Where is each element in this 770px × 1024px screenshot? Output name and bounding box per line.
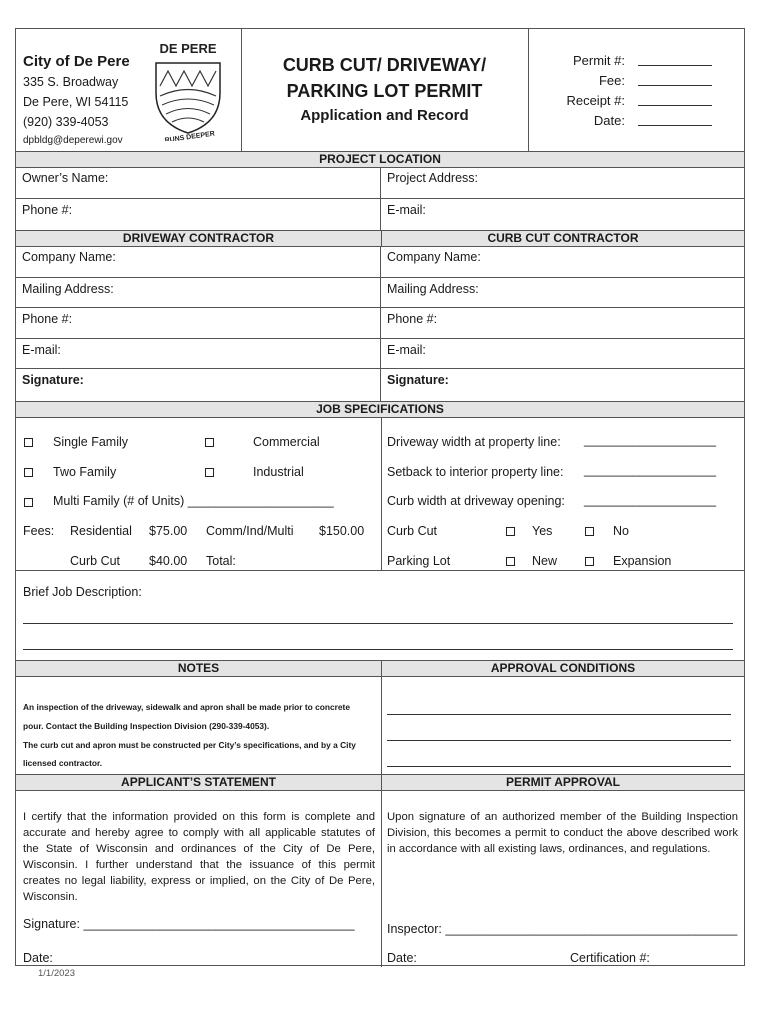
job-specifications-header: JOB SPECIFICATIONS	[16, 401, 744, 418]
notes-line-3: The curb cut and apron must be constructed per City’s specifications, and by a City	[23, 740, 356, 750]
parking-lot-new-label: New	[532, 554, 558, 568]
permit-approval-text: Upon signature of an authorized member of the Building Inspection Division, this becomes a permit to conduct the above described work in accordance with all existing laws, ordinances, and regulations.	[387, 811, 738, 855]
contractor-row-email	[16, 339, 744, 369]
job-spec-bottom-rule	[16, 570, 744, 571]
contractor-row-signature	[16, 369, 744, 401]
street-address: 335 S. Broadway	[23, 75, 119, 89]
project-row-2	[16, 199, 744, 230]
industrial-label: Industrial	[253, 465, 304, 479]
curb-cut-fee-amount: $40.00	[149, 554, 188, 568]
curb-cut-yes-checkbox[interactable]	[506, 527, 515, 536]
notes-line-4: licensed contractor.	[23, 758, 103, 768]
curb-cut-no-label: No	[613, 524, 629, 538]
project-row-1	[16, 168, 744, 199]
comm-ind-multi-label: Comm/Ind/Multi	[206, 524, 294, 538]
applicant-date-field[interactable]: Date:	[23, 951, 53, 965]
driveway-email-field[interactable]: E-mail:	[16, 339, 381, 368]
parking-lot-expansion-checkbox[interactable]	[585, 557, 594, 566]
driveway-width-input[interactable]: ___________________	[584, 433, 717, 447]
de-pere-logo	[148, 41, 228, 141]
notes-line-1: An inspection of the driveway, sidewalk and apron shall be made prior to concrete	[23, 702, 351, 712]
curb-email-field[interactable]: E-mail:	[387, 343, 426, 357]
two-family-checkbox[interactable]	[24, 468, 33, 477]
curb-cut-question: Curb Cut	[387, 524, 438, 538]
form-subtitle: Application and Record	[300, 107, 469, 124]
form-title-block	[241, 29, 529, 151]
permit-date-label: Date:	[593, 113, 625, 128]
total-fee-label[interactable]: Total:	[206, 554, 236, 568]
description-line-2[interactable]	[23, 649, 733, 650]
multi-family-checkbox[interactable]	[24, 498, 33, 507]
owner-phone-field[interactable]: Phone #:	[16, 199, 381, 230]
fee-label: Fee:	[598, 73, 625, 88]
driveway-company-field[interactable]: Company Name:	[16, 247, 381, 277]
contractor-row-mailing	[16, 278, 744, 308]
description-line-1[interactable]	[23, 623, 733, 624]
notes-line-2: pour. Contact the Building Inspection Division (290-339-4053).	[23, 721, 270, 731]
commercial-checkbox[interactable]	[205, 438, 214, 447]
applicant-statement-text: I certify that the information provided on this form is complete and accurate and hereby agree to comply with all applicable statutes of the State of Wisconsin and ordinances of the City of De Pere, Wisconsin. I further understand that the issuance of this permit creates no legal liability, express or implied, on the City of De Pere, Wisconsin.	[23, 811, 375, 903]
residential-fee-amount: $75.00	[149, 524, 188, 538]
curb-cut-no-checkbox[interactable]	[585, 527, 594, 536]
approval-condition-line-1[interactable]	[387, 714, 731, 715]
job-spec-divider	[381, 418, 382, 570]
receipt-number-field[interactable]	[528, 93, 738, 111]
permit-approval-header: PERMIT APPROVAL	[382, 774, 744, 791]
city-email: dpbldg@deperewi.gov	[23, 135, 123, 146]
approval-date-field[interactable]: Date:	[387, 951, 417, 965]
fee-field[interactable]	[528, 73, 738, 91]
statement-divider	[381, 791, 382, 967]
form-title-line2: PARKING LOT PERMIT	[286, 81, 483, 101]
curb-mailing-field[interactable]: Mailing Address:	[387, 282, 479, 296]
driveway-width-label: Driveway width at property line:	[387, 435, 561, 449]
curb-cut-yes-label: Yes	[532, 524, 553, 538]
permit-number-label: Permit #:	[572, 53, 625, 68]
driveway-contractor-header: DRIVEWAY CONTRACTOR	[16, 230, 382, 247]
city-name: City of De Pere	[23, 53, 130, 70]
contractor-row-phone	[16, 308, 744, 339]
approval-conditions-header: APPROVAL CONDITIONS	[382, 660, 744, 677]
multi-family-label[interactable]: Multi Family (# of Units) _____________________	[53, 494, 334, 508]
curb-company-field[interactable]: Company Name:	[387, 250, 481, 264]
permit-form	[15, 28, 745, 966]
approval-condition-line-2[interactable]	[387, 740, 731, 741]
form-header	[16, 29, 744, 152]
comm-fee-amount: $150.00	[319, 524, 365, 538]
city-phone: (920) 339-4053	[23, 115, 109, 129]
parking-lot-new-checkbox[interactable]	[506, 557, 515, 566]
residential-fee-label: Residential	[70, 524, 132, 538]
city-state-zip: De Pere, WI 54115	[23, 95, 129, 109]
applicant-signature-field[interactable]: Signature: _______________________________________	[23, 917, 355, 931]
project-address-field[interactable]: Project Address:	[387, 171, 479, 185]
curb-signature-field[interactable]: Signature:	[387, 373, 449, 387]
parking-lot-expansion-label: Expansion	[613, 554, 672, 568]
owner-name-field[interactable]: Owner’s Name:	[16, 168, 381, 198]
permit-number-field[interactable]	[528, 53, 738, 71]
two-family-label: Two Family	[53, 465, 117, 479]
inspector-signature-field[interactable]: Inspector: __________________________________________	[387, 922, 738, 936]
driveway-mailing-field[interactable]: Mailing Address:	[16, 278, 381, 307]
industrial-checkbox[interactable]	[205, 468, 214, 477]
fees-label: Fees:	[23, 524, 55, 538]
permit-date-field[interactable]	[528, 113, 738, 131]
project-location-header: PROJECT LOCATION	[16, 151, 744, 168]
svg-text:RUNS DEEPER: RUNS DEEPER	[164, 130, 216, 141]
driveway-signature-field[interactable]: Signature:	[16, 369, 381, 401]
curb-cut-fee-label: Curb Cut	[70, 554, 121, 568]
contractor-row-company	[16, 247, 744, 278]
commercial-label: Commercial	[253, 435, 320, 449]
notes-header: NOTES	[16, 660, 382, 677]
revision-date: 1/1/2023	[38, 968, 75, 979]
curb-phone-field[interactable]: Phone #:	[387, 312, 438, 326]
office-use-block	[528, 29, 744, 151]
owner-email-field[interactable]: E-mail:	[387, 203, 426, 217]
receipt-number-label: Receipt #:	[566, 93, 625, 108]
driveway-phone-field[interactable]: Phone #:	[16, 308, 381, 338]
parking-lot-question: Parking Lot	[387, 554, 451, 568]
city-info-block	[16, 29, 242, 151]
approval-condition-line-3[interactable]	[387, 766, 731, 767]
setback-input[interactable]: ___________________	[584, 463, 717, 477]
notes-divider	[381, 677, 382, 774]
certification-number-field[interactable]: Certification #:	[570, 951, 650, 965]
applicant-statement-header: APPLICANT’S STATEMENT	[16, 774, 382, 791]
setback-label: Setback to interior property line:	[387, 465, 564, 479]
curb-width-input[interactable]: ___________________	[584, 493, 717, 507]
brief-description-label: Brief Job Description:	[23, 585, 142, 599]
curb-width-label: Curb width at driveway opening:	[387, 494, 565, 508]
svg-text:DE PERE: DE PERE	[159, 41, 217, 56]
single-family-label: Single Family	[53, 435, 129, 449]
single-family-checkbox[interactable]	[24, 438, 33, 447]
form-title-line1: CURB CUT/ DRIVEWAY/	[282, 55, 487, 75]
curb-cut-contractor-header: CURB CUT CONTRACTOR	[382, 230, 744, 247]
